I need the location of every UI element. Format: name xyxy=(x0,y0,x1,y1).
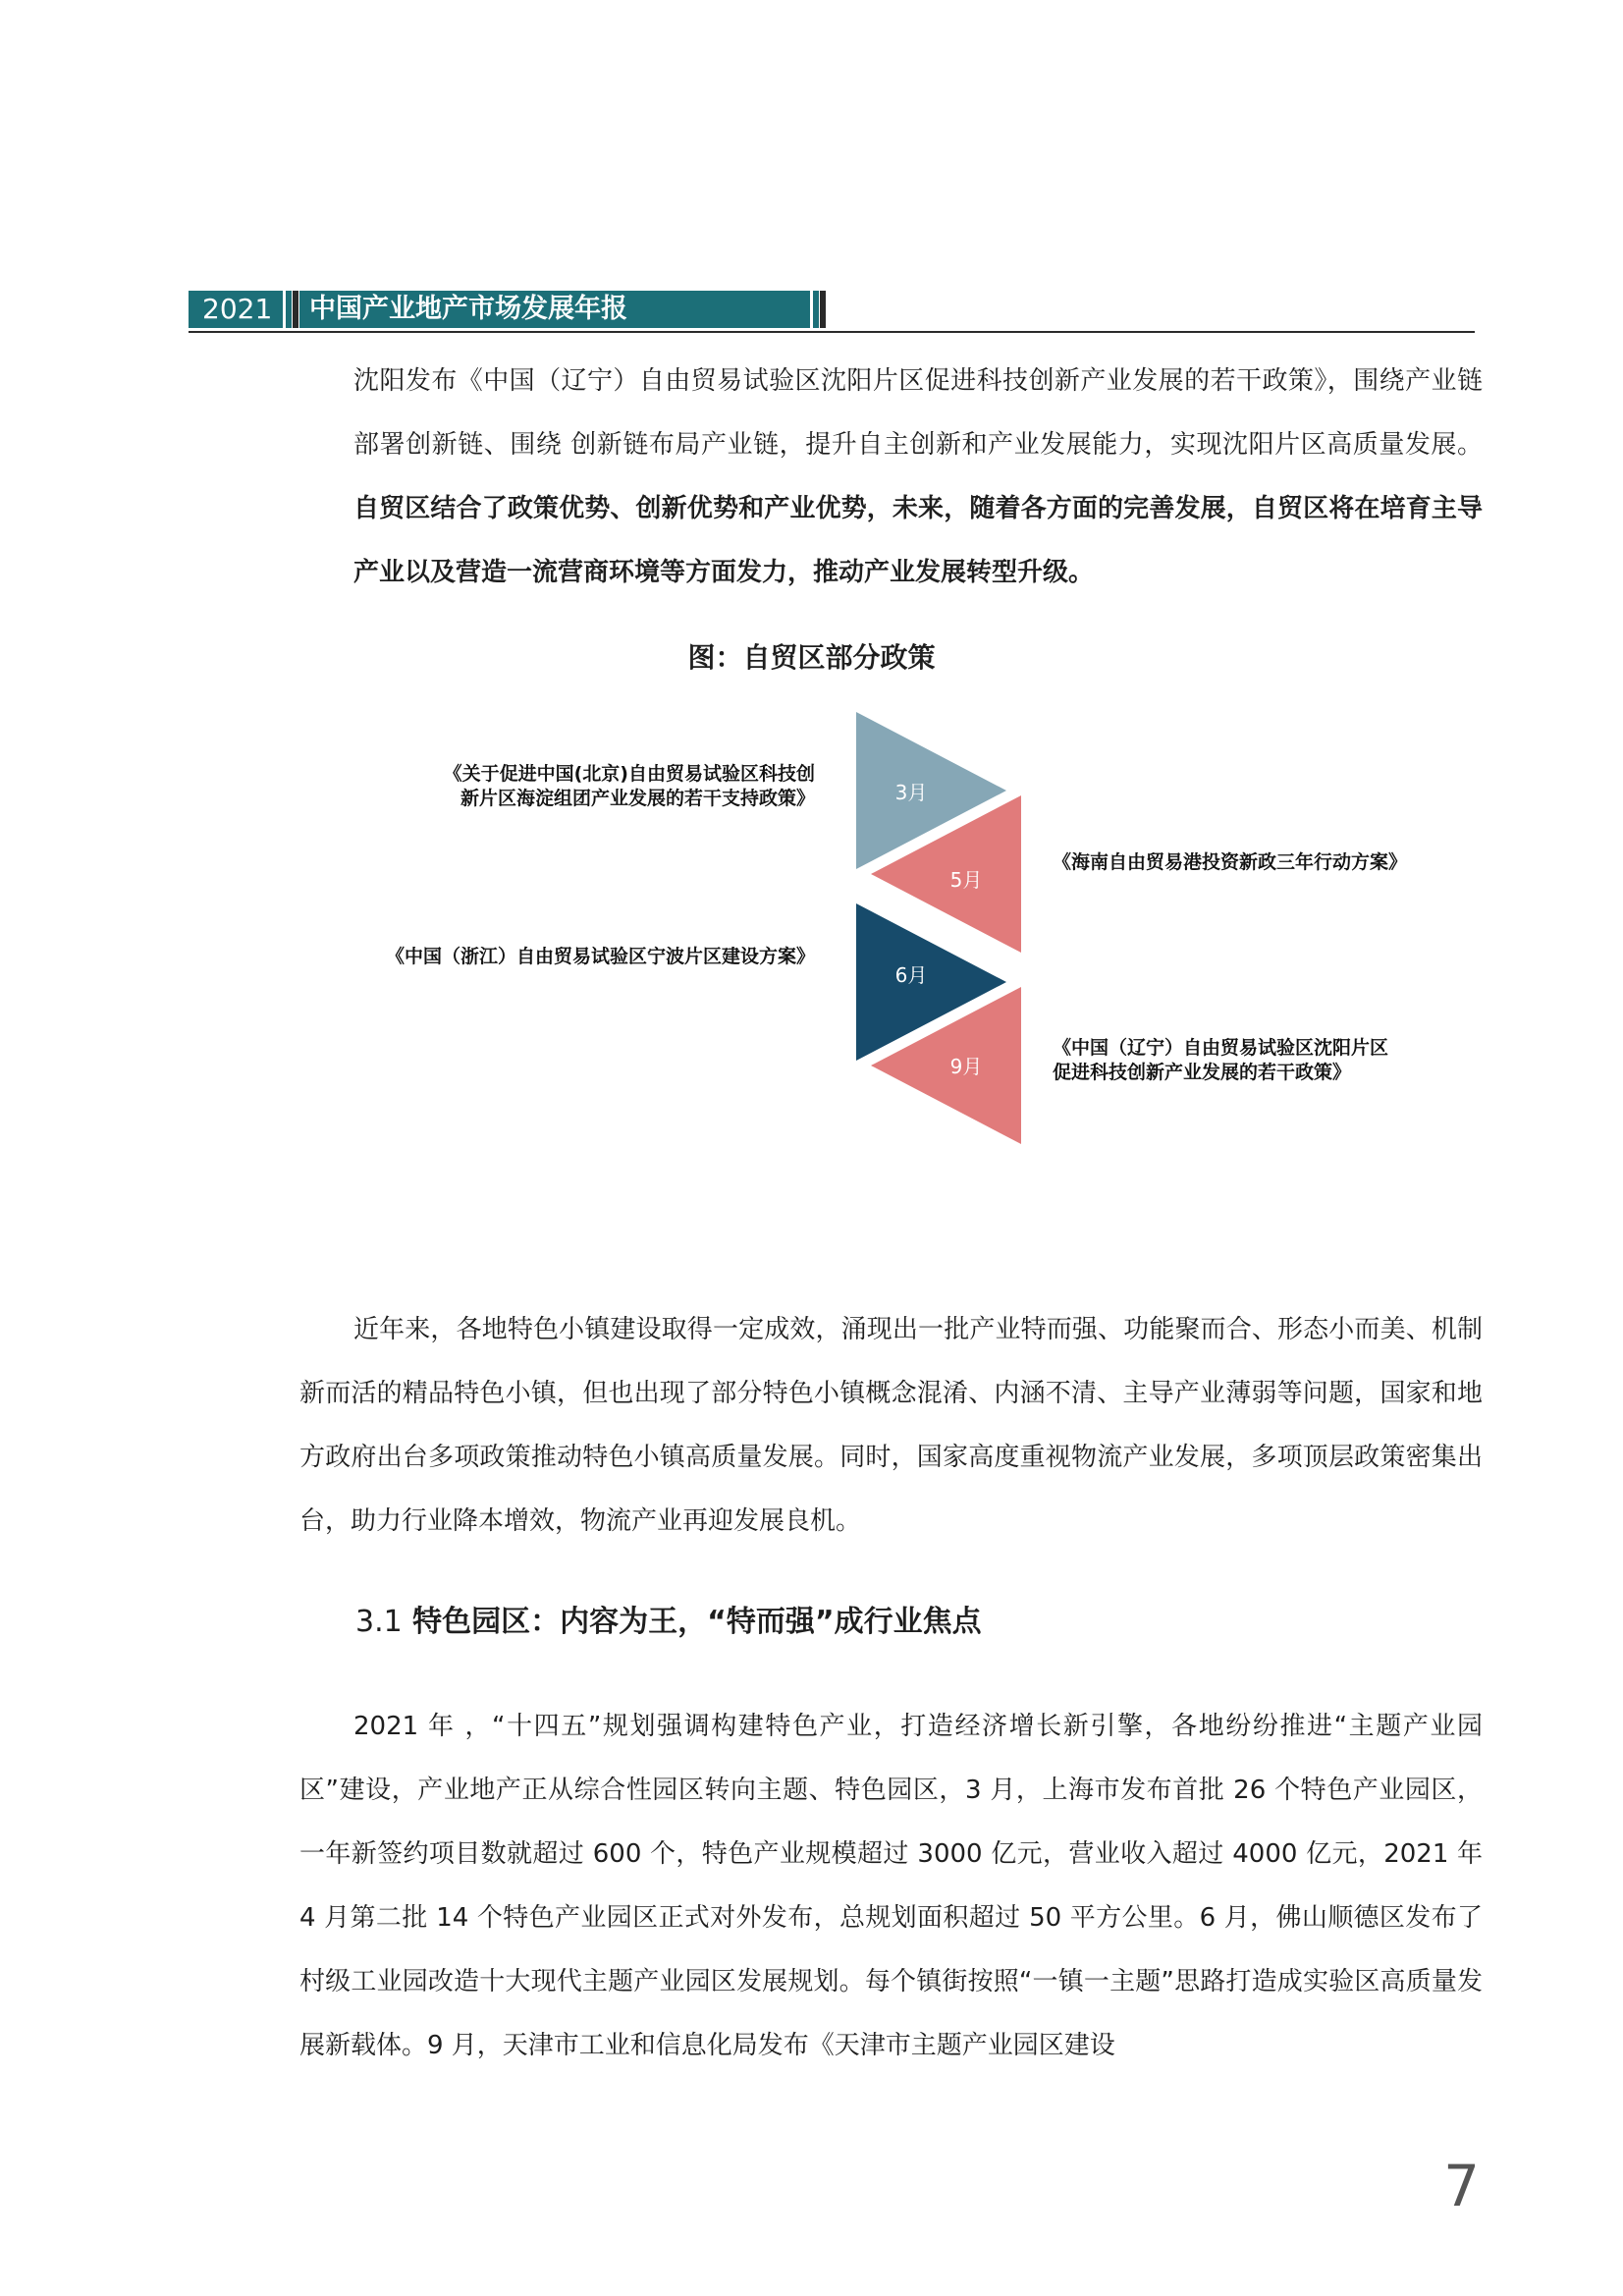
policy-label-beijing xyxy=(393,762,815,811)
policy-label-line: 《海南自由贸易港投资新政三年行动方案》 xyxy=(1053,851,1408,873)
paragraph-normal-text: 沈阳发布《中国（辽宁）自由贸易试验区沈阳片区促进科技创新产业发展的若干政策》，围绕产业链部署创新链、围绕 创新链布局产业链，提升自主创新和产业发展能力，实现沈阳片区高质量发展。 xyxy=(353,366,1483,460)
figure-title: 图：自贸区部分政策 xyxy=(687,641,936,674)
header-title: 中国产业地产市场发展年报 xyxy=(299,291,810,328)
paragraph-characteristic-parks: 2021 年 ，“十四五”规划强调构建特色产业，打造经济增长新引擎，各地纷纷推进“主题产业园区”建设，产业地产正从综合性园区转向主题、特色园区，3 月，上海市发布首批 26 个特色产业园区，一年新签约项目数就超过 600 个，特色产业规模超过 3000 亿元，营业收入超过 4000 亿元，2021 年 4 月第二批 14 个特色产业园区正式对外发布，总规划面积超过 50 平方公里。6 月，佛山顺德区发布了村级工业园改造十大现代主题产业园区发展规划。每个镇街按照“一镇一主题”思路打造成实验区高质量发展新载体。9 月，天津市工业和信息化局发布《天津市主题产业园区建设 xyxy=(299,1712,1483,2060)
header-divider-bar xyxy=(286,291,292,328)
section-number: 3.1 xyxy=(355,1605,403,1639)
month-label-september: 9月 xyxy=(949,1055,983,1078)
policy-label-hainan xyxy=(1053,850,1485,875)
policy-label-line: 《关于促进中国(北京)自由贸易试验区科技创 xyxy=(443,763,815,785)
policy-label-liaoning xyxy=(1053,1036,1485,1085)
policy-label-line: 《中国（辽宁）自由贸易试验区沈阳片区 xyxy=(1053,1037,1389,1059)
paragraph-characteristic-towns: 近年来，各地特色小镇建设取得一定成效，涌现出一批产业特而强、功能聚而合、形态小而美、机制新而活的精品特色小镇，但也出现了部分特色小镇概念混淆、内涵不清、主导产业薄弱等问题，国家和地方政府出台多项政策推动特色小镇高质量发展。同时，国家高度重视物流产业发展，多项顶层政策密集出台，助力行业降本增效，物流产业再迎发展良机。 xyxy=(299,1315,1483,1536)
header-rule xyxy=(189,331,1475,333)
page-number: 7 xyxy=(1443,2153,1480,2219)
month-label-june: 6月 xyxy=(894,963,928,987)
header-end-bar xyxy=(813,291,819,328)
header-divider-bar-dark xyxy=(293,291,298,328)
policy-label-line: 新片区海淀组团产业发展的若干支持政策》 xyxy=(460,788,815,809)
policy-label-line: 《中国（浙江）自由贸易试验区宁波片区建设方案》 xyxy=(385,946,815,967)
policy-label-line: 促进科技创新产业发展的若干政策》 xyxy=(1053,1062,1352,1083)
month-label-march: 3月 xyxy=(894,781,928,804)
header-end-bar-dark xyxy=(820,291,826,328)
policy-label-zhejiang xyxy=(324,945,815,969)
section-heading xyxy=(355,1597,982,1640)
paragraph-bold-text: 自贸区结合了政策优势、创新优势和产业优势，未来，随着各方面的完善发展，自贸区将在培育主导产业以及营造一流营商环境等方面发力，推动产业发展转型升级。 xyxy=(353,494,1483,587)
month-label-may: 5月 xyxy=(949,868,983,892)
policy-timeline-diagram xyxy=(844,712,1041,1164)
section-title: 特色园区：内容为王，“特而强”成行业焦点 xyxy=(412,1605,982,1639)
paragraph-shenyang-policy xyxy=(353,350,1483,605)
header-year: 2021 xyxy=(189,291,283,328)
